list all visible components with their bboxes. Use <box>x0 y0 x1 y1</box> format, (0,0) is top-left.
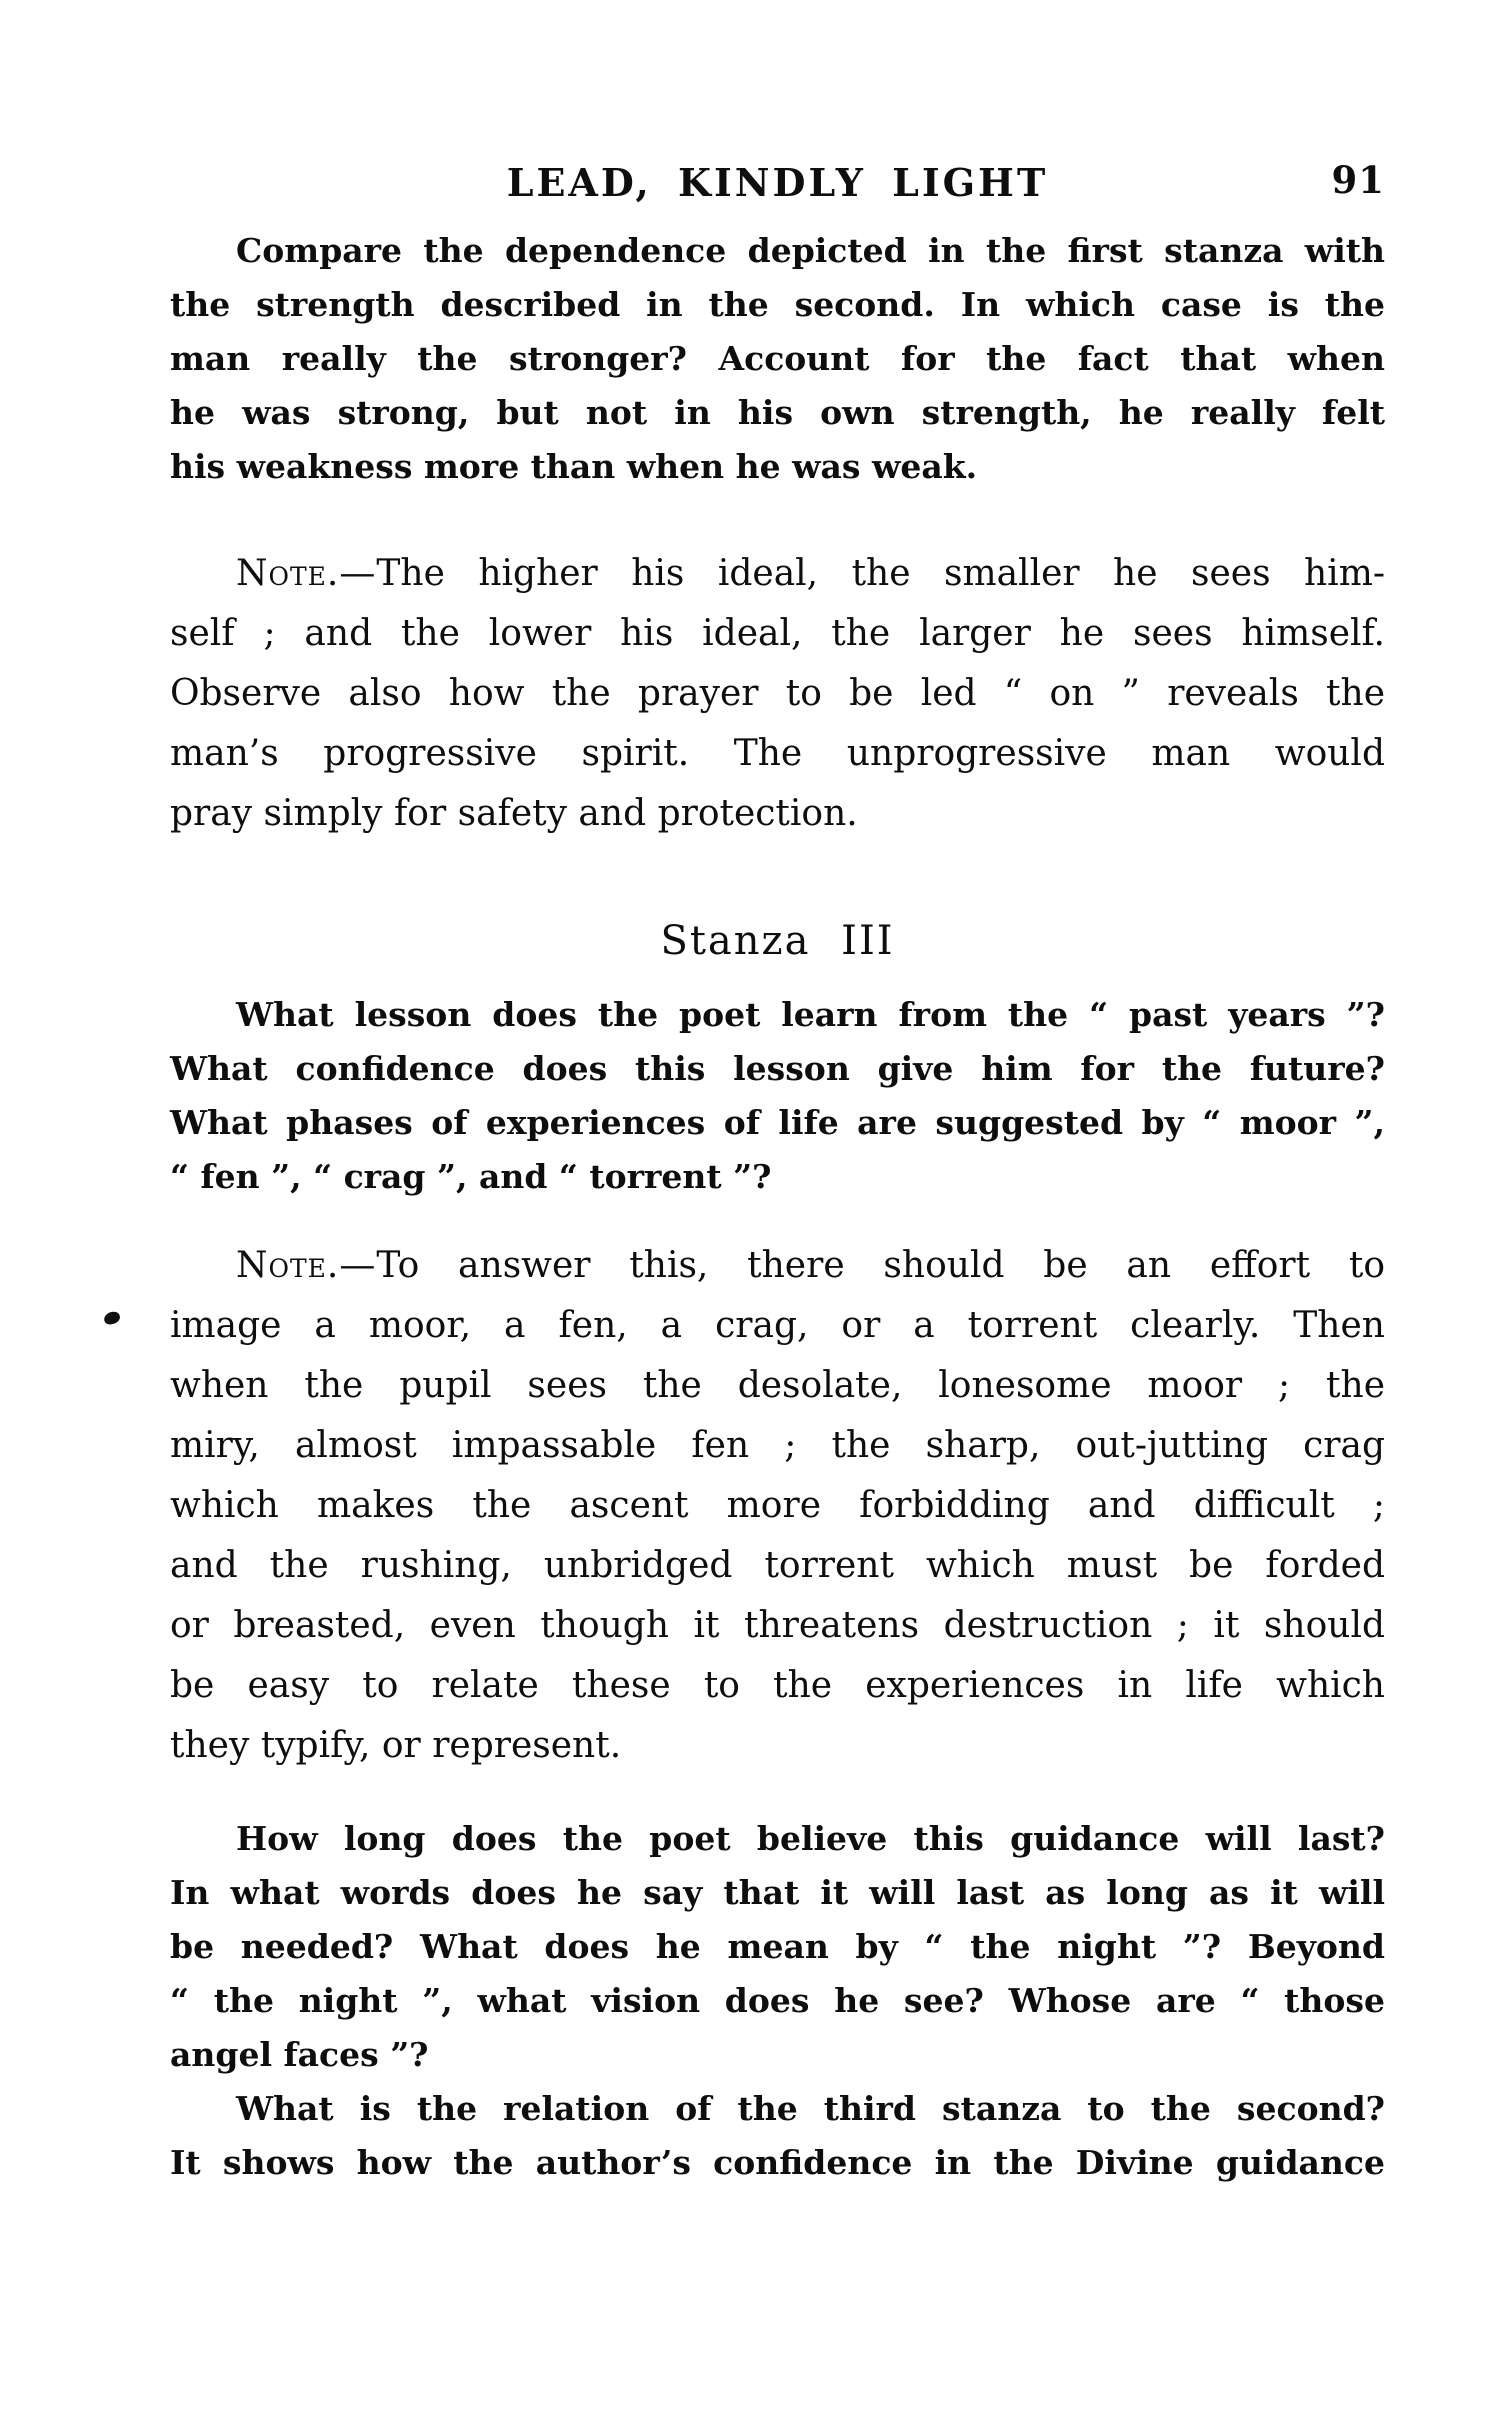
text-line: miry, almost impassable fen ; the sharp, out-jutting crag <box>170 1425 1385 1466</box>
text-line: How long does the poet believe this guidance will last? <box>236 1819 1385 1858</box>
note-label: Note.— <box>236 1245 377 1286</box>
text-line: self ; and the lower his ideal, the larger he sees himself. <box>170 613 1385 654</box>
text-line: they typify, or represent. <box>170 1725 622 1766</box>
text-line: be easy to relate these to the experiences in life which <box>170 1665 1385 1706</box>
note-first-line-text: The higher his ideal, the smaller he sees him- <box>376 553 1385 594</box>
paragraph-stanza3-questions <box>170 988 1385 1204</box>
text-line: Observe also how the prayer to be led “ on ” reveals the <box>170 673 1385 714</box>
note-label: Note.— <box>236 553 377 594</box>
text-line: “ fen ”, “ crag ”, and “ torrent ”? <box>170 1157 772 1196</box>
page-header <box>170 160 1385 216</box>
text-line: In what words does he say that it will last as long as it will <box>170 1873 1385 1912</box>
ink-speck-artifact <box>103 1310 121 1326</box>
text-line: What confidence does this lesson give him for the future? <box>170 1049 1385 1088</box>
text-line <box>170 1236 1385 1296</box>
paragraph-guidance-questions <box>170 1812 1385 2082</box>
text-line: man really the stronger? Account for the fact that when <box>170 339 1385 378</box>
note-paragraph-imagery <box>170 1236 1385 1776</box>
text-line: angel faces ”? <box>170 2035 429 2074</box>
text-line: man’s progressive spirit. The unprogressive man would <box>170 733 1385 774</box>
text-line: It shows how the author’s confidence in the Divine guidance <box>170 2143 1385 2182</box>
text-line: he was strong, but not in his own strength, he really felt <box>170 393 1385 432</box>
text-line <box>170 544 1385 604</box>
text-line: Compare the dependence depicted in the first stanza with <box>236 231 1385 270</box>
text-line: when the pupil sees the desolate, lonesome moor ; the <box>170 1365 1385 1406</box>
text-line: the strength described in the second. In which case is the <box>170 285 1385 324</box>
text-line: his weakness more than when he was weak. <box>170 447 978 486</box>
running-title: LEAD, KINDLY LIGHT <box>506 160 1049 205</box>
text-line: What is the relation of the third stanza to the second? <box>236 2089 1385 2128</box>
note-paragraph-ideal <box>170 544 1385 844</box>
text-line: pray simply for safety and protection. <box>170 793 858 834</box>
text-line: What phases of experiences of life are suggested by “ moor ”, <box>170 1103 1385 1142</box>
text-line: or breasted, even though it threatens destruction ; it should <box>170 1605 1385 1646</box>
page-number: 91 <box>1331 158 1385 202</box>
text-line: and the rushing, unbridged torrent which must be forded <box>170 1545 1385 1586</box>
paragraph-stanza-relation <box>170 2082 1385 2190</box>
text-line: “ the night ”, what vision does he see? Whose are “ those <box>170 1981 1385 2020</box>
text-line: be needed? What does he mean by “ the night ”? Beyond <box>170 1927 1385 1966</box>
section-heading-stanza-iii: Stanza III <box>660 918 895 964</box>
text-line: image a moor, a fen, a crag, or a torrent clearly. Then <box>170 1305 1385 1346</box>
paragraph-compare-question <box>170 224 1385 494</box>
text-line: What lesson does the poet learn from the “ past years ”? <box>236 995 1385 1034</box>
note-first-line-text: To answer this, there should be an effort to <box>376 1245 1385 1286</box>
text-line: which makes the ascent more forbidding and difficult ; <box>170 1485 1385 1526</box>
